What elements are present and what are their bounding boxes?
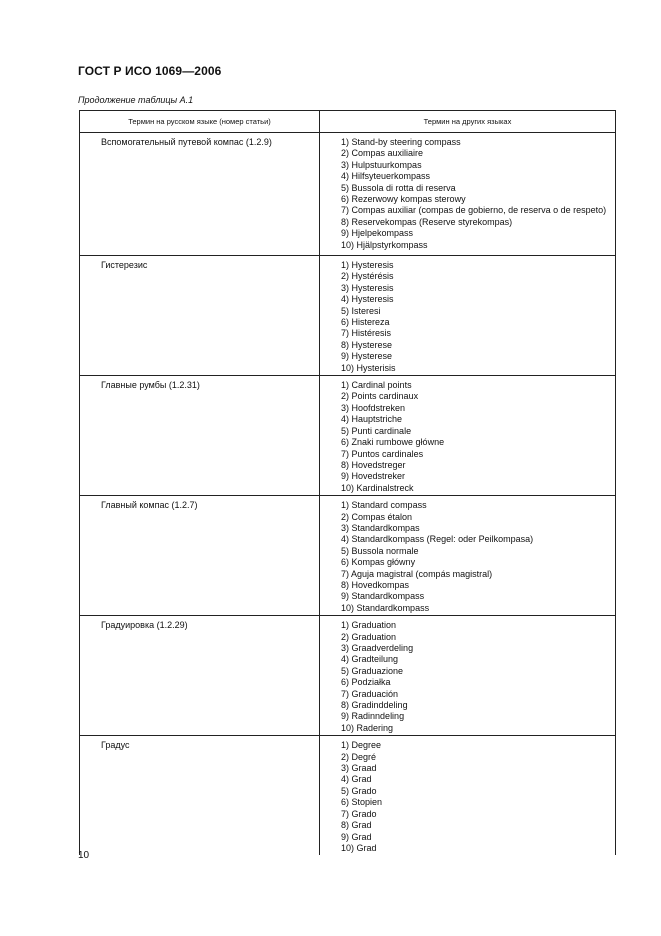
translated-term: Cardinal points [351, 380, 412, 391]
translation-item [325, 523, 608, 534]
translation-item [325, 820, 608, 831]
language-number: 8) [341, 459, 350, 470]
language-number: 8) [341, 820, 350, 831]
language-number: 10) [341, 602, 355, 613]
translated-term: Grad [351, 820, 372, 831]
translated-term: Hilfsyteuerkompass [351, 171, 431, 182]
translation-item [325, 677, 608, 688]
translated-term: Grado [351, 785, 377, 796]
language-number: 6) [341, 194, 350, 205]
translated-term: Reservekompas (Reserve styrekompas) [351, 216, 513, 227]
translation-item [325, 797, 608, 808]
translation-item [325, 271, 608, 282]
translated-term: Kompas główny [351, 557, 416, 568]
table-body [80, 133, 616, 856]
russian-term-cell [80, 376, 320, 496]
translation-item [325, 580, 608, 591]
language-number: 3) [341, 763, 350, 774]
translation-item [325, 414, 608, 425]
translated-term: Hjälpstyrkompass [356, 239, 428, 250]
language-number: 10) [341, 239, 355, 250]
language-number: 8) [341, 579, 350, 590]
translated-term: Radinndeling [351, 711, 405, 722]
language-number: 7) [341, 328, 350, 339]
language-number: 9) [341, 591, 350, 602]
translation-item [325, 774, 608, 785]
translated-term: Stopien [351, 797, 383, 808]
translation-item [325, 160, 608, 171]
translation-item [325, 460, 608, 471]
translated-term: Grad [356, 842, 377, 853]
table-row [80, 496, 616, 616]
language-number: 2) [341, 751, 350, 762]
language-number: 9) [341, 351, 350, 362]
translation-item [325, 843, 608, 854]
translated-term: Rezerwowy kompas sterowy [351, 194, 466, 205]
language-number: 7) [341, 448, 350, 459]
translated-term: Puntos cardinales [351, 448, 424, 459]
language-number: 1) [341, 260, 350, 270]
page-number: 10 [78, 850, 90, 861]
language-number: 4) [341, 171, 350, 182]
russian-term: Градус [101, 740, 130, 751]
document-title: ГОСТ Р ИСО 1069—2006 [78, 64, 222, 78]
translation-item [325, 711, 608, 722]
russian-term-cell [80, 616, 320, 736]
translated-term: Points cardinaux [351, 391, 419, 402]
translation-item [325, 500, 608, 511]
language-number: 6) [341, 437, 350, 448]
translation-item [325, 283, 608, 294]
language-number: 5) [341, 182, 350, 193]
translation-item [325, 832, 608, 843]
language-number: 3) [341, 522, 350, 533]
language-number: 4) [341, 414, 350, 425]
translation-item [325, 183, 608, 194]
translation-item [325, 632, 608, 643]
language-number: 5) [341, 545, 350, 556]
translated-term: Podziałka [351, 677, 391, 688]
russian-term: Градуировка (1.2.29) [101, 620, 188, 631]
translated-term: Compas auxiliar (compas de gobierno, de reserva o de respeto) [351, 205, 607, 216]
language-number: 2) [341, 148, 350, 159]
translation-item [325, 294, 608, 305]
language-number: 10) [341, 362, 355, 373]
language-number: 4) [341, 774, 350, 785]
language-number: 5) [341, 425, 350, 436]
translation-item [325, 471, 608, 482]
translations-cell [320, 256, 616, 376]
translated-term: Hysterese [351, 351, 393, 362]
language-number: 9) [341, 711, 350, 722]
translated-term: Radering [356, 722, 394, 733]
language-number: 10) [341, 722, 355, 733]
translation-item [325, 148, 608, 159]
translation-item [325, 171, 608, 182]
translated-term: Kardinalstreck [356, 482, 414, 493]
language-number: 1) [341, 380, 350, 391]
header-russian-term: Термин на русском языке (номер статьи) [80, 111, 320, 133]
terms-table [79, 110, 616, 855]
translation-item [325, 512, 608, 523]
russian-term-cell [80, 496, 320, 616]
translation-item [325, 328, 608, 339]
language-number: 7) [341, 205, 350, 216]
translated-term: Hjelpekompass [351, 228, 414, 239]
table-row [80, 736, 616, 856]
language-number: 9) [341, 228, 350, 239]
language-number: 6) [341, 317, 350, 328]
translation-item [325, 603, 608, 614]
language-number: 2) [341, 631, 350, 642]
translation-item [325, 752, 608, 763]
table-row [80, 133, 616, 256]
translation-item [325, 137, 608, 148]
translation-item [325, 317, 608, 328]
translated-term: Hovedkompas [351, 579, 410, 590]
russian-term: Вспомогательный путевой компас (1.2.9) [101, 137, 272, 147]
translation-item [325, 740, 608, 751]
table-caption: Продолжение таблицы А.1 [78, 95, 194, 105]
translated-term: Standardkompass [351, 591, 425, 602]
translated-term: Compas étalon [351, 511, 413, 522]
translations-cell [320, 736, 616, 856]
language-number: 1) [341, 740, 350, 751]
translation-item [325, 391, 608, 402]
translated-term: Histereza [351, 317, 390, 328]
russian-term: Главный компас (1.2.7) [101, 500, 198, 511]
translation-item [325, 666, 608, 677]
translation-item [325, 546, 608, 557]
translated-term: Hoofdstreken [351, 402, 406, 413]
translated-term: Hysteresis [351, 260, 394, 270]
language-number: 10) [341, 842, 355, 853]
translated-term: Bussola di rotta di reserva [351, 182, 456, 193]
translation-list [321, 617, 614, 734]
translation-list [321, 257, 614, 374]
translation-item [325, 260, 608, 271]
translation-item [325, 483, 608, 494]
translation-item [325, 340, 608, 351]
translations-cell [320, 133, 616, 256]
language-number: 1) [341, 620, 350, 631]
translated-term: Hysteresis [351, 294, 394, 305]
language-number: 6) [341, 797, 350, 808]
translated-term: Hovedstreker [351, 471, 406, 482]
translated-term: Hysterisis [356, 362, 396, 373]
translated-term: Grad [351, 774, 372, 785]
russian-term: Гистерезис [101, 260, 148, 270]
language-number: 5) [341, 305, 350, 316]
translation-item [325, 620, 608, 631]
translation-item [325, 723, 608, 734]
table-row [80, 256, 616, 376]
translations-cell [320, 496, 616, 616]
translated-term: Graduación [351, 688, 399, 699]
translation-item [325, 351, 608, 362]
language-number: 4) [341, 654, 350, 665]
translated-term: Graad [351, 763, 377, 774]
translated-term: Punti cardinale [351, 425, 412, 436]
translation-list [321, 737, 614, 854]
translation-item [325, 403, 608, 414]
translated-term: Compas auxiliaire [351, 148, 424, 159]
language-number: 1) [341, 137, 350, 147]
language-number: 4) [341, 534, 350, 545]
language-number: 7) [341, 568, 350, 579]
translation-item [325, 437, 608, 448]
translation-item [325, 449, 608, 460]
translation-item [325, 786, 608, 797]
translation-item [325, 205, 608, 216]
language-number: 8) [341, 216, 350, 227]
language-number: 10) [341, 482, 355, 493]
translation-list [321, 134, 614, 251]
language-number: 3) [341, 159, 350, 170]
translated-term: Graduazione [351, 665, 404, 676]
language-number: 8) [341, 700, 350, 711]
language-number: 3) [341, 402, 350, 413]
translated-term: Graduation [351, 620, 397, 631]
translation-item [325, 534, 608, 545]
translated-term: Standardkompass (Regel: oder Peilkompasa) [351, 534, 534, 545]
language-number: 2) [341, 511, 350, 522]
translation-item [325, 763, 608, 774]
translation-item [325, 194, 608, 205]
language-number: 2) [341, 271, 350, 282]
translation-item [325, 228, 608, 239]
translations-cell [320, 376, 616, 496]
translated-term: Graduation [351, 631, 397, 642]
language-number: 8) [341, 339, 350, 350]
translated-term: Standardkompas [351, 522, 420, 533]
translated-term: Hysteresis [351, 282, 394, 293]
translation-item [325, 426, 608, 437]
translated-term: Hystérésis [351, 271, 394, 282]
translated-term: Grad [351, 831, 372, 842]
translated-term: Graadverdeling [351, 643, 414, 653]
table-row [80, 616, 616, 736]
translation-item [325, 569, 608, 580]
language-number: 5) [341, 785, 350, 796]
translation-item [325, 689, 608, 700]
translated-term: Degree [351, 740, 382, 751]
language-number: 7) [341, 808, 350, 819]
translated-term: Grado [351, 808, 377, 819]
table-row [80, 376, 616, 496]
translated-term: Degré [351, 751, 377, 762]
translation-item [325, 217, 608, 228]
language-number: 4) [341, 294, 350, 305]
translated-term: Bussola normale [351, 545, 419, 556]
translated-term: Stand-by steering compass [351, 137, 461, 147]
translations-cell [320, 616, 616, 736]
translation-list [321, 497, 614, 614]
language-number: 5) [341, 665, 350, 676]
language-number: 7) [341, 688, 350, 699]
translated-term: Standardkompass [356, 602, 430, 613]
translated-term: Znaki rumbowe główne [351, 437, 445, 448]
translated-term: Hovedstreger [351, 459, 406, 470]
translated-term: Gradteilung [351, 654, 399, 665]
language-number: 9) [341, 471, 350, 482]
language-number: 1) [341, 500, 350, 511]
translation-list [321, 377, 614, 494]
language-number: 9) [341, 831, 350, 842]
translation-item [325, 363, 608, 374]
language-number: 6) [341, 677, 350, 688]
translation-item [325, 240, 608, 251]
language-number: 3) [341, 282, 350, 293]
translated-term: Hysterese [351, 339, 393, 350]
language-number: 2) [341, 391, 350, 402]
translation-item [325, 557, 608, 568]
translated-term: Aguja magistral (compás magistral) [351, 568, 493, 579]
translated-term: Standard compass [351, 500, 427, 511]
russian-term-cell [80, 736, 320, 856]
translated-term: Isteresi [351, 305, 381, 316]
russian-term-cell [80, 133, 320, 256]
translation-item [325, 591, 608, 602]
russian-term-cell [80, 256, 320, 376]
translation-item [325, 380, 608, 391]
translation-item [325, 654, 608, 665]
header-other-languages: Термин на других языках [320, 111, 616, 133]
translation-item [325, 809, 608, 820]
russian-term: Главные румбы (1.2.31) [101, 380, 200, 391]
translation-item [325, 700, 608, 711]
translated-term: Hauptstriche [351, 414, 403, 425]
translation-item [325, 643, 608, 654]
table-header-row [80, 111, 616, 133]
translation-item [325, 306, 608, 317]
translated-term: Hulpstuurkompas [351, 159, 422, 170]
language-number: 6) [341, 557, 350, 568]
translated-term: Gradinddeling [351, 700, 408, 711]
translated-term: Histéresis [351, 328, 392, 339]
language-number: 3) [341, 643, 350, 653]
